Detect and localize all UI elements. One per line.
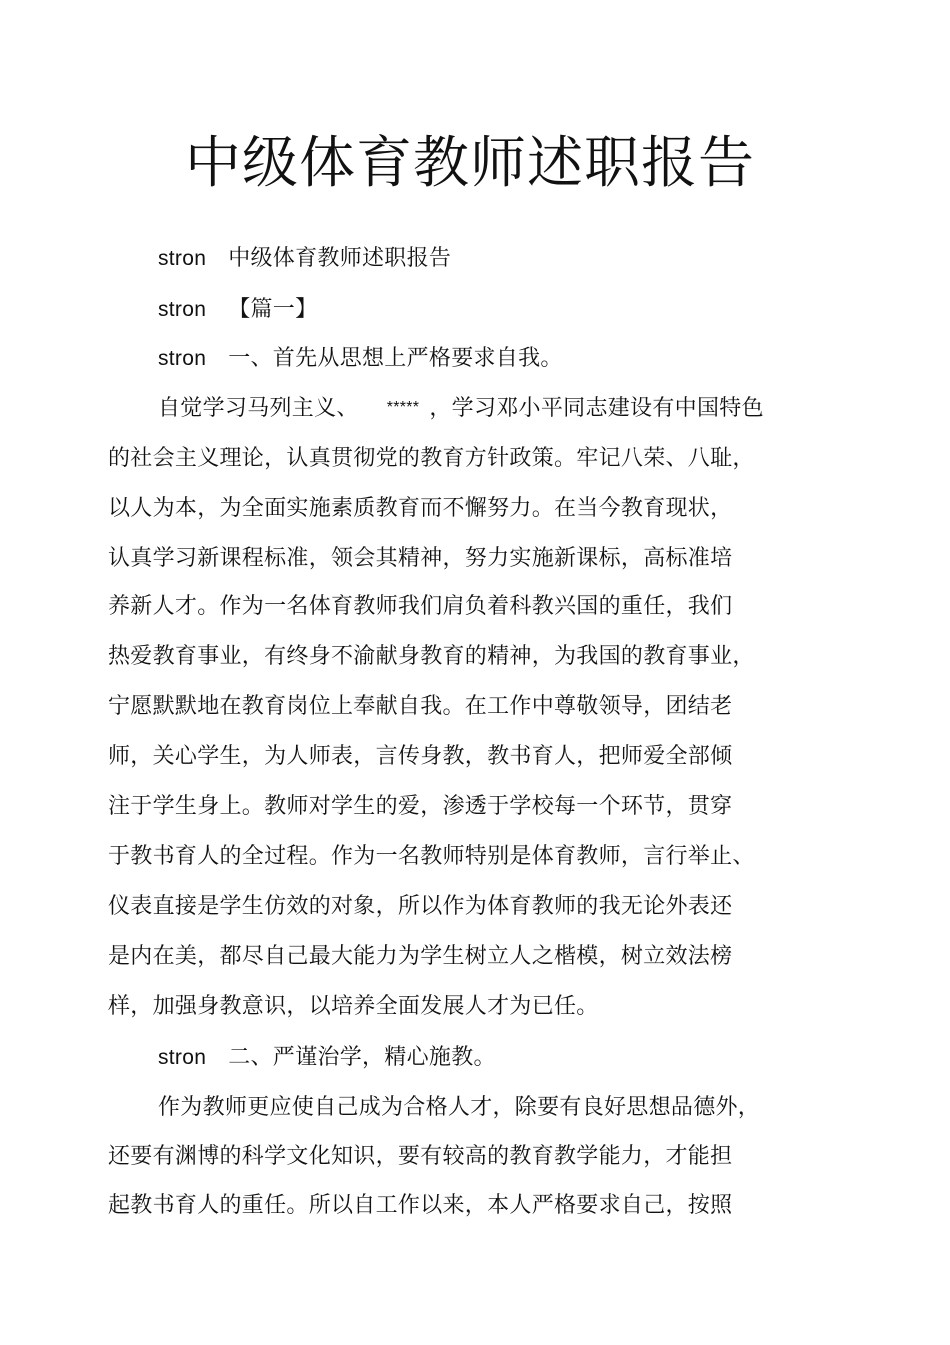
paragraph-line: 师，关心学生，为人师表，言传身教，教书育人，把师爱全部倾	[108, 744, 733, 769]
paragraph-line: 起教书育人的重任。所以自工作以来，本人严格要求自己，按照	[108, 1193, 733, 1218]
section-label-line	[158, 295, 317, 325]
prefix-label: stron	[158, 1046, 207, 1069]
paragraph-text: 自觉学习马列主义、	[158, 396, 359, 421]
document-title: 中级体育教师述职报告	[185, 131, 755, 196]
subheading-text: 中级体育教师述职报告	[228, 246, 452, 271]
paragraph-line: 的社会主义理论，认真贯彻党的教育方针政策。牢记八荣、八耻，	[108, 446, 755, 471]
paragraph-2-first-line: 作为教师更应使自己成为合格人才，除要有良好思想品德外，	[158, 1095, 761, 1120]
section-heading-text: 二、严谨治学，精心施教。	[228, 1045, 496, 1070]
paragraph-line: 仪表直接是学生仿效的对象，所以作为体育教师的我无论外表还	[108, 894, 733, 919]
paragraph-line: 还要有渊博的科学文化知识，要有较高的教育教学能力，才能担	[108, 1144, 733, 1169]
paragraph-line: 注于学生身上。教师对学生的爱，渗透于学校每一个环节，贯穿	[108, 794, 733, 819]
prefix-label: stron	[158, 347, 207, 370]
section-heading-1	[158, 344, 563, 374]
paragraph-line: 养新人才。作为一名体育教师我们肩负着科教兴国的重任，我们	[108, 594, 733, 619]
prefix-label: stron	[158, 298, 207, 321]
section-heading-text: 一、首先从思想上严格要求自我。	[228, 346, 563, 371]
paragraph-line: 样，加强身教意识，以培养全面发展人才为已任。	[108, 994, 599, 1019]
paragraph-line: 认真学习新课程标准，领会其精神，努力实施新课标，高标准培	[108, 546, 733, 571]
section-heading-2	[158, 1043, 496, 1073]
paragraph-line: 宁愿默默地在教育岗位上奉献自我。在工作中尊敬领导，团结老	[108, 694, 733, 719]
paragraph-line: 以人为本，为全面实施素质教育而不懈努力。在当今教育现状，	[108, 496, 733, 521]
paragraph-text: ，学习邓小平同志建设有中国特色	[429, 396, 764, 421]
prefix-label: stron	[158, 247, 207, 270]
paragraph-line: 是内在美，都尽自己最大能力为学生树立人之楷模，树立效法榜	[108, 944, 733, 969]
redacted-stars: *****	[386, 399, 420, 416]
paragraph-line: 于教书育人的全过程。作为一名教师特别是体育教师，言行举止、	[108, 844, 755, 869]
paragraph-line: 热爱教育事业，有终身不渝献身教育的精神，为我国的教育事业，	[108, 644, 755, 669]
paragraph-1-first-line	[158, 393, 764, 424]
subheading-line	[158, 244, 451, 274]
section-label: 【篇一】	[228, 297, 318, 322]
